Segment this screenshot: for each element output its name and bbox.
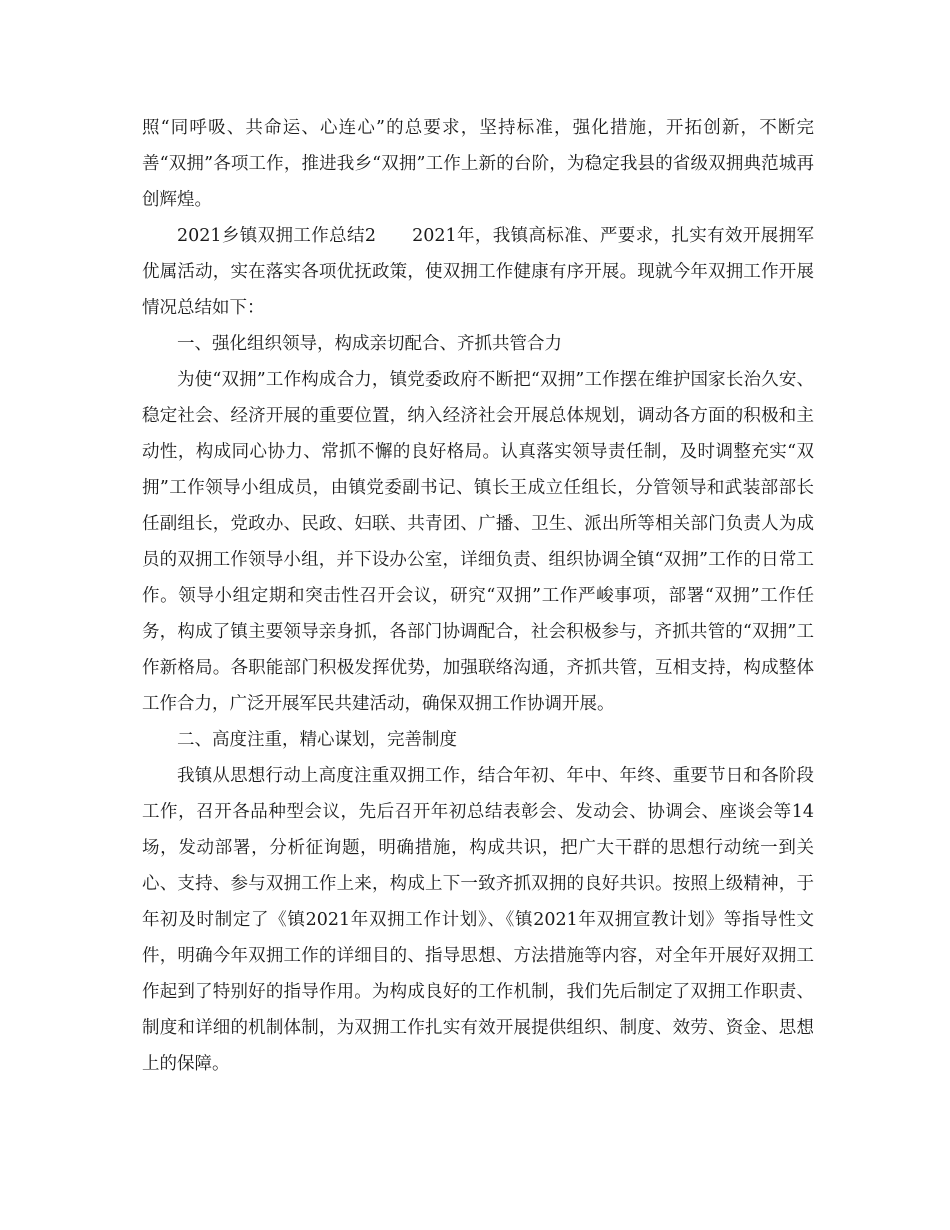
paragraph-section-2: 我镇从思想行动上高度注重双拥工作，结合年初、年中、年终、重要节日和各阶段工作，召开各品种型会议，先后召开年初总结表彰会、发动会、协调会、座谈会等14场，发动部署，分析征询题，明确措施，构成共识，把广大干群的思想行动统一到关心、支持、参与双拥工作上来，构成上下一致齐抓双拥的良好共识。按照上级精神，于年初及时制定了《镇2021年双拥工作计划》、《镇2021年双拥宣教计划》等指导性文件，明确今年双拥工作的详细目的、指导思想、方法措施等内容，对全年开展好双拥工作起到了特别好的指导作用。为构成良好的工作机制，我们先后制定了双拥工作职责、制度和详细的机制体制，为双拥工作扎实有效开展提供组织、制度、效劳、资金、思想上的保障。 <box>142 766 814 1074</box>
document-body <box>142 110 814 1082</box>
paragraph-section-1: 为使“双拥”工作构成合力，镇党委政府不断把“双拥”工作摆在维护国家长治久安、稳定社会、经济开展的重要位置，纳入经济社会开展总体规划，调动各方面的积极和主动性，构成同心协力、常抓不懈的良好格局。认真落实领导责任制，及时调整充实“双拥”工作领导小组成员，由镇党委副书记、镇长王成立任组长，分管领导和武装部部长任副组长，党政办、民政、妇联、共青团、广播、卫生、派出所等相关部门负责人为成员的双拥工作领导小组，并下设办公室，详细负责、组织协调全镇“双拥”工作的日常工作。领导小组定期和突击性召开会议，研究“双拥”工作严峻事项，部署“双拥”工作任务，构成了镇主要领导亲身抓，各部门协调配合，社会积极参与，齐抓共管的“双拥”工作新格局。各职能部门积极发挥优势，加强联络沟通，齐抓共管，互相支持，构成整体工作合力，广泛开展军民共建活动，确保双拥工作协调开展。 <box>142 370 814 714</box>
section-heading-2: 二、高度注重，精心谋划，完善制度 <box>177 730 457 750</box>
section-heading-1: 一、强化组织领导，构成亲切配合、齐抓共管合力 <box>177 334 562 354</box>
paragraph-summary-intro: 2021乡镇双拥工作总结2 2021年，我镇高标准、严要求，扎实有效开展拥军优属活动，实在落实各项优抚政策，使双拥工作健康有序开展。现就今年双拥工作开展情况总结如下： <box>142 226 814 318</box>
paragraph-continuation: 照“同呼吸、共命运、心连心”的总要求，坚持标准，强化措施，开拓创新，不断完善“双拥”各项工作，推进我乡“双拥”工作上新的台阶，为稳定我县的省级双拥典范城再创辉煌。 <box>142 118 814 210</box>
